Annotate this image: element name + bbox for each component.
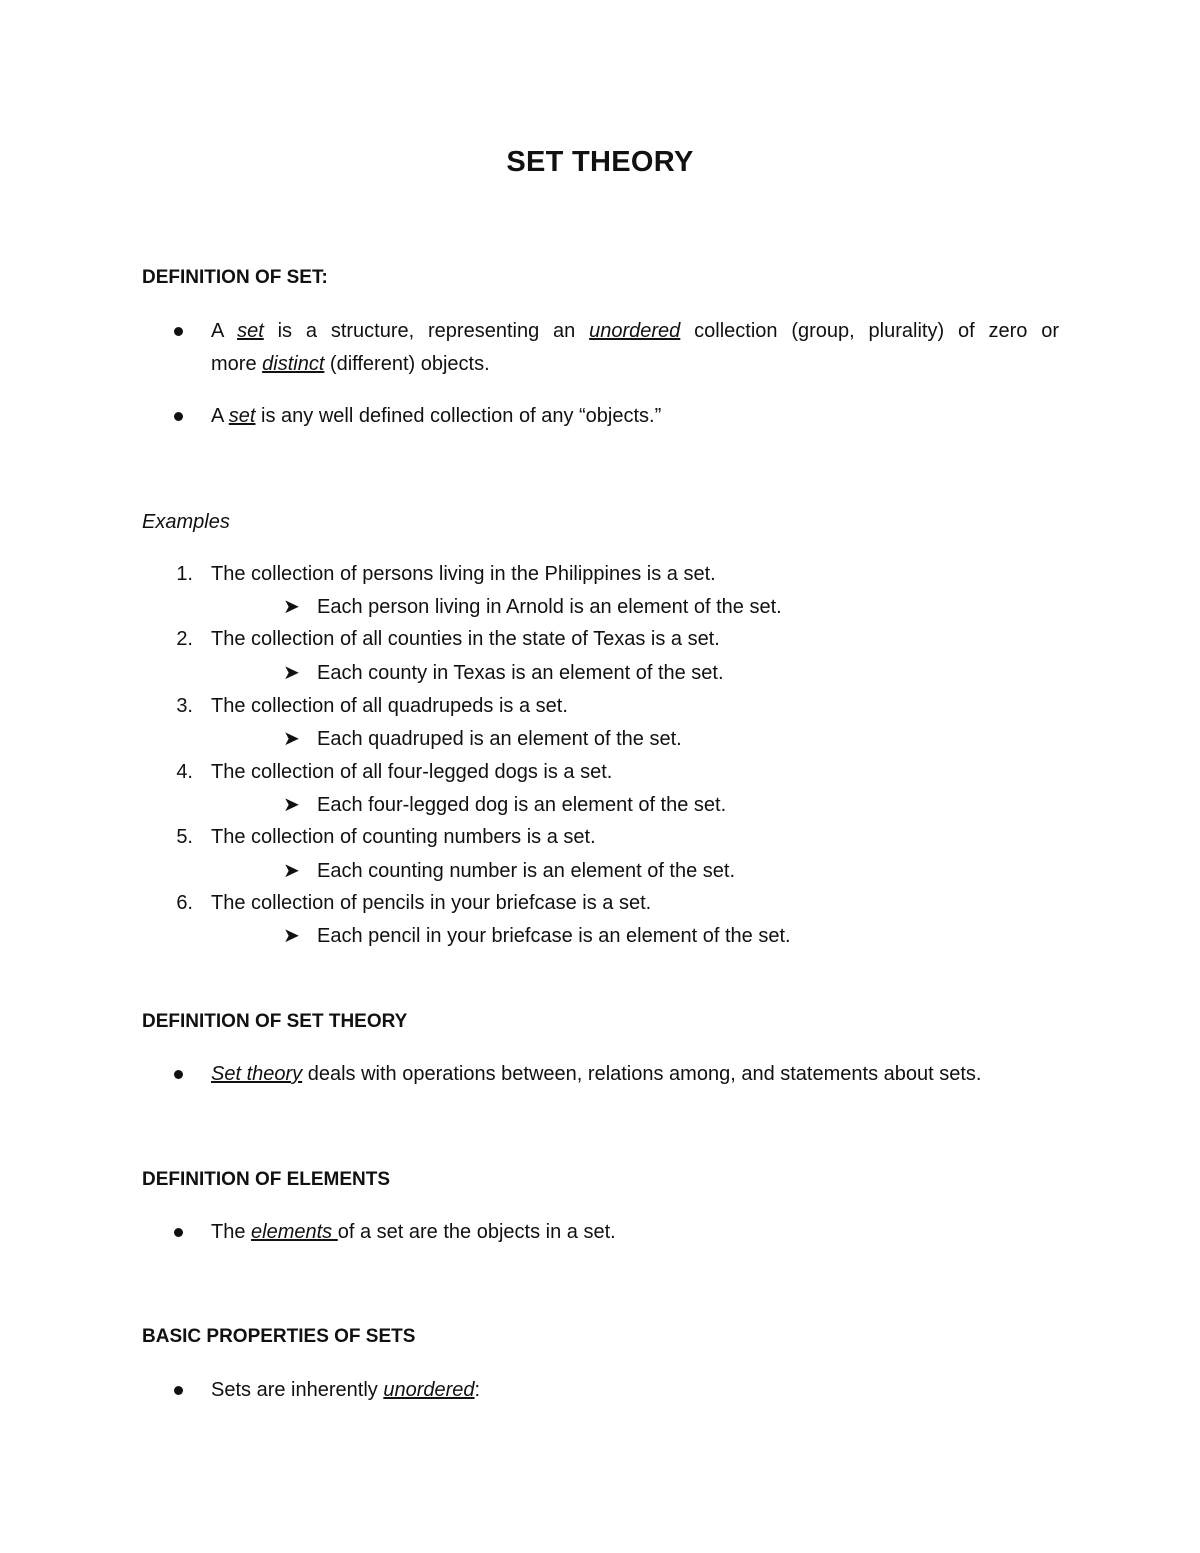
arrow-bullet-icon: ➤ xyxy=(283,860,300,882)
term-unordered: unordered xyxy=(589,320,681,342)
definition-set-theory-bullet xyxy=(211,1062,981,1086)
text-run: of a set are the objects in a set. xyxy=(337,1221,616,1243)
example-item: The collection of all quadrupeds is a set. xyxy=(211,695,568,717)
text-run: : xyxy=(474,1379,481,1401)
section-heading-definition-of-elements: DEFINITION OF ELEMENTS xyxy=(142,1169,391,1190)
bullet-icon xyxy=(174,327,183,336)
text-run: A xyxy=(211,405,229,427)
term-set: set xyxy=(237,320,264,342)
definition-elements-bullet xyxy=(211,1220,616,1244)
example-subitem: Each pencil in your briefcase is an element of the set. xyxy=(317,925,791,947)
term-unordered: unordered xyxy=(383,1379,475,1401)
text-run: The xyxy=(211,1221,252,1243)
text-run: is a structure, representing an xyxy=(263,320,590,342)
bullet-icon xyxy=(174,1386,183,1395)
section-heading-definition-of-set: DEFINITION OF SET: xyxy=(142,267,328,288)
arrow-bullet-icon: ➤ xyxy=(283,728,300,750)
example-number: 2. xyxy=(176,628,193,650)
example-subitem: Each person living in Arnold is an element of the set. xyxy=(317,596,782,618)
example-subitem: Each counting number is an element of the set. xyxy=(317,860,736,882)
example-item: The collection of persons living in the Philippines is a set. xyxy=(211,563,716,585)
text-run: collection (group, plurality) of zero or xyxy=(680,320,1059,342)
text-run: is any well defined collection of any “objects.” xyxy=(255,405,662,427)
example-item: The collection of all counties in the state of Texas is a set. xyxy=(211,628,720,650)
text-run: more xyxy=(211,353,263,375)
bullet-icon xyxy=(174,1228,183,1237)
arrow-bullet-icon: ➤ xyxy=(283,794,300,816)
definition-set-bullet2 xyxy=(211,404,661,428)
text-run: Sets are inherently xyxy=(211,1379,384,1401)
example-number: 1. xyxy=(176,563,193,585)
page-title: SET THEORY xyxy=(506,146,694,178)
examples-heading: Examples xyxy=(142,511,230,533)
example-number: 4. xyxy=(176,761,193,783)
example-number: 6. xyxy=(176,892,193,914)
definition-set-bullet1-line2 xyxy=(211,352,490,376)
bullet-icon xyxy=(174,1070,183,1079)
example-item: The collection of counting numbers is a set. xyxy=(211,826,596,848)
term-elements: elements xyxy=(251,1221,338,1243)
arrow-bullet-icon: ➤ xyxy=(283,662,300,684)
example-item: The collection of all four-legged dogs is a set. xyxy=(211,761,613,783)
section-heading-basic-properties: BASIC PROPERTIES OF SETS xyxy=(142,1326,416,1347)
example-subitem: Each quadruped is an element of the set. xyxy=(317,728,682,750)
example-number: 5. xyxy=(176,826,193,848)
basic-properties-bullet xyxy=(211,1378,480,1402)
example-item: The collection of pencils in your briefcase is a set. xyxy=(211,892,652,914)
example-subitem: Each county in Texas is an element of the set. xyxy=(317,662,724,684)
arrow-bullet-icon: ➤ xyxy=(283,925,300,947)
example-number: 3. xyxy=(176,695,193,717)
term-distinct: distinct xyxy=(262,353,325,375)
bullet-icon xyxy=(174,412,183,421)
term-set: set xyxy=(228,405,256,427)
example-subitem: Each four-legged dog is an element of the set. xyxy=(317,794,727,816)
text-run: (different) objects. xyxy=(324,353,490,375)
text-run: deals with operations between, relations among, and statements about sets. xyxy=(302,1063,982,1085)
section-heading-definition-of-set-theory: DEFINITION OF SET THEORY xyxy=(142,1011,408,1032)
term-set-theory: Set theory xyxy=(211,1063,303,1085)
arrow-bullet-icon: ➤ xyxy=(283,596,300,618)
definition-set-bullet1-line1 xyxy=(211,319,1059,343)
text-run: A xyxy=(211,320,238,342)
